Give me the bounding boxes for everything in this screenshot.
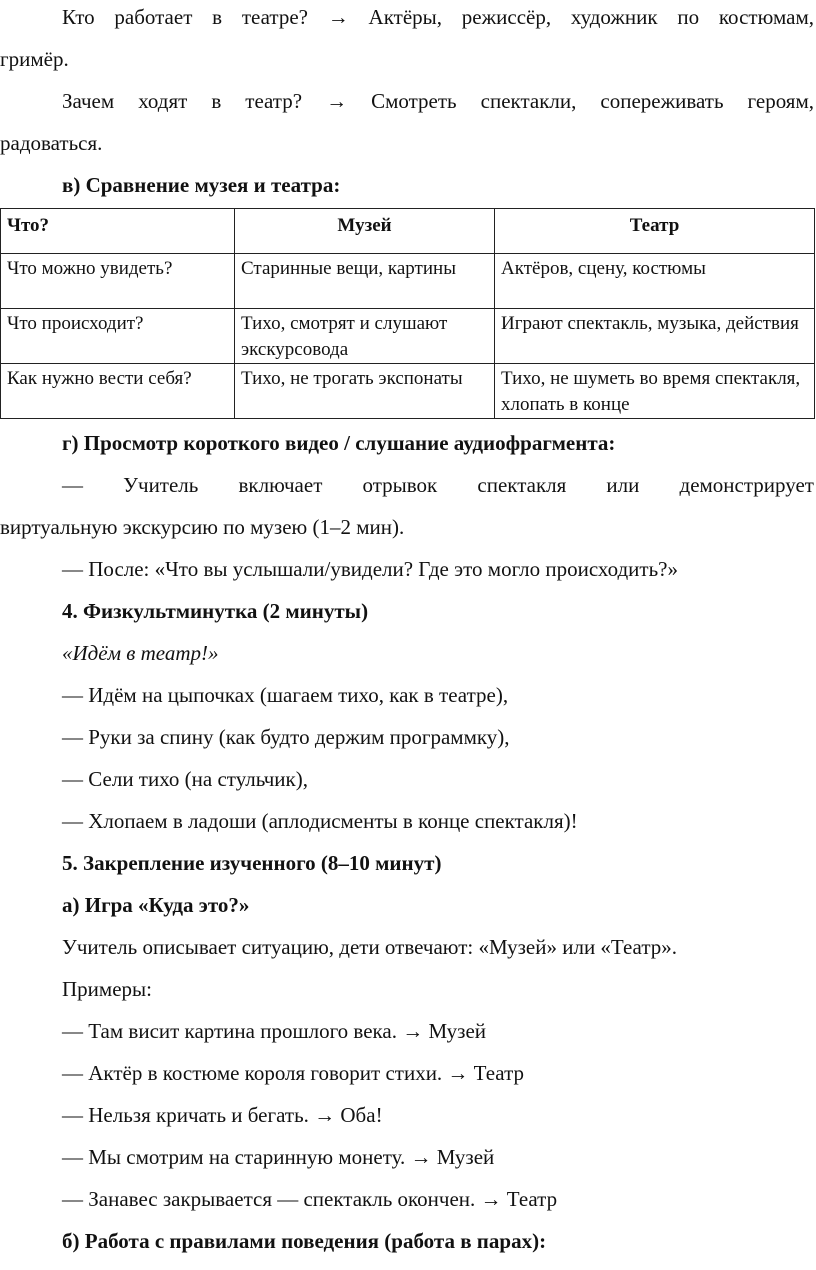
table-header-cell: Музей bbox=[235, 209, 495, 254]
game-heading: а) Игра «Куда это?» bbox=[62, 893, 250, 917]
table-cell: Играют спектакль, музыка, действия bbox=[495, 309, 815, 364]
list-item: — Мы смотрим на старинную монету. → Музей bbox=[62, 1145, 495, 1169]
table-cell: Что происходит? bbox=[1, 309, 235, 364]
game-instruction: Учитель описывает ситуацию, дети отвечают: «Музей» или «Театр». bbox=[62, 935, 677, 959]
fizminutka-heading: 4. Физкультминутка (2 минуты) bbox=[62, 599, 369, 623]
intro-q2-line2: радоваться. bbox=[0, 131, 103, 155]
fizminutka-title: «Идём в театр!» bbox=[62, 641, 219, 665]
intro-q1-line2: гримёр. bbox=[0, 47, 69, 71]
video-p2: — После: «Что вы услышали/увидели? Где это могло происходить?» bbox=[62, 557, 678, 581]
table-row bbox=[1, 254, 815, 309]
examples-label: Примеры: bbox=[62, 977, 152, 1001]
list-item: — Актёр в костюме короля говорит стихи. → Театр bbox=[62, 1061, 524, 1085]
list-item: — Нельзя кричать и бегать. → Оба! bbox=[62, 1103, 383, 1127]
table-header-row bbox=[1, 209, 815, 254]
list-item: — Занавес закрывается — спектакль окончен. → Театр bbox=[62, 1187, 558, 1211]
list-item: — Идём на цыпочках (шагаем тихо, как в театре), bbox=[62, 683, 509, 707]
comparison-heading: в) Сравнение музея и театра: bbox=[62, 173, 341, 197]
table-cell: Как нужно вести себя? bbox=[1, 364, 235, 419]
table-cell: Тихо, не шуметь во время спектакля, хлопать в конце bbox=[495, 364, 815, 419]
comparison-table bbox=[0, 208, 815, 419]
list-item: — Сели тихо (на стульчик), bbox=[62, 767, 308, 791]
intro-q2-line1: Зачем ходят в театр? → Смотреть спектакли, сопереживать героям, bbox=[62, 89, 814, 113]
table-cell: Тихо, смотрят и слушают экскурсовода bbox=[235, 309, 495, 364]
list-item: — Руки за спину (как будто держим программку), bbox=[62, 725, 510, 749]
rules-heading: б) Работа с правилами поведения (работа в парах): bbox=[62, 1229, 547, 1253]
table-header-cell: Театр bbox=[495, 209, 815, 254]
table-cell: Что можно увидеть? bbox=[1, 254, 235, 309]
consolidation-heading: 5. Закрепление изученного (8–10 минут) bbox=[62, 851, 442, 875]
table-cell: Актёров, сцену, костюмы bbox=[495, 254, 815, 309]
list-item: — Хлопаем в ладоши (аплодисменты в конце спектакля)! bbox=[62, 809, 578, 833]
video-p1-line1: — Учитель включает отрывок спектакля или демонстрирует bbox=[62, 473, 814, 497]
table-cell: Старинные вещи, картины bbox=[235, 254, 495, 309]
video-p1-line2: виртуальную экскурсию по музею (1–2 мин). bbox=[0, 515, 405, 539]
table-cell: Тихо, не трогать экспонаты bbox=[235, 364, 495, 419]
table-row bbox=[1, 364, 815, 419]
table-header-cell: Что? bbox=[1, 209, 235, 254]
list-item: — Там висит картина прошлого века. → Музей bbox=[62, 1019, 487, 1043]
video-heading: г) Просмотр короткого видео / слушание аудиофрагмента: bbox=[62, 431, 616, 455]
table-row bbox=[1, 309, 815, 364]
intro-q1-line1: Кто работает в театре? → Актёры, режиссёр, художник по костюмам, bbox=[62, 5, 814, 29]
